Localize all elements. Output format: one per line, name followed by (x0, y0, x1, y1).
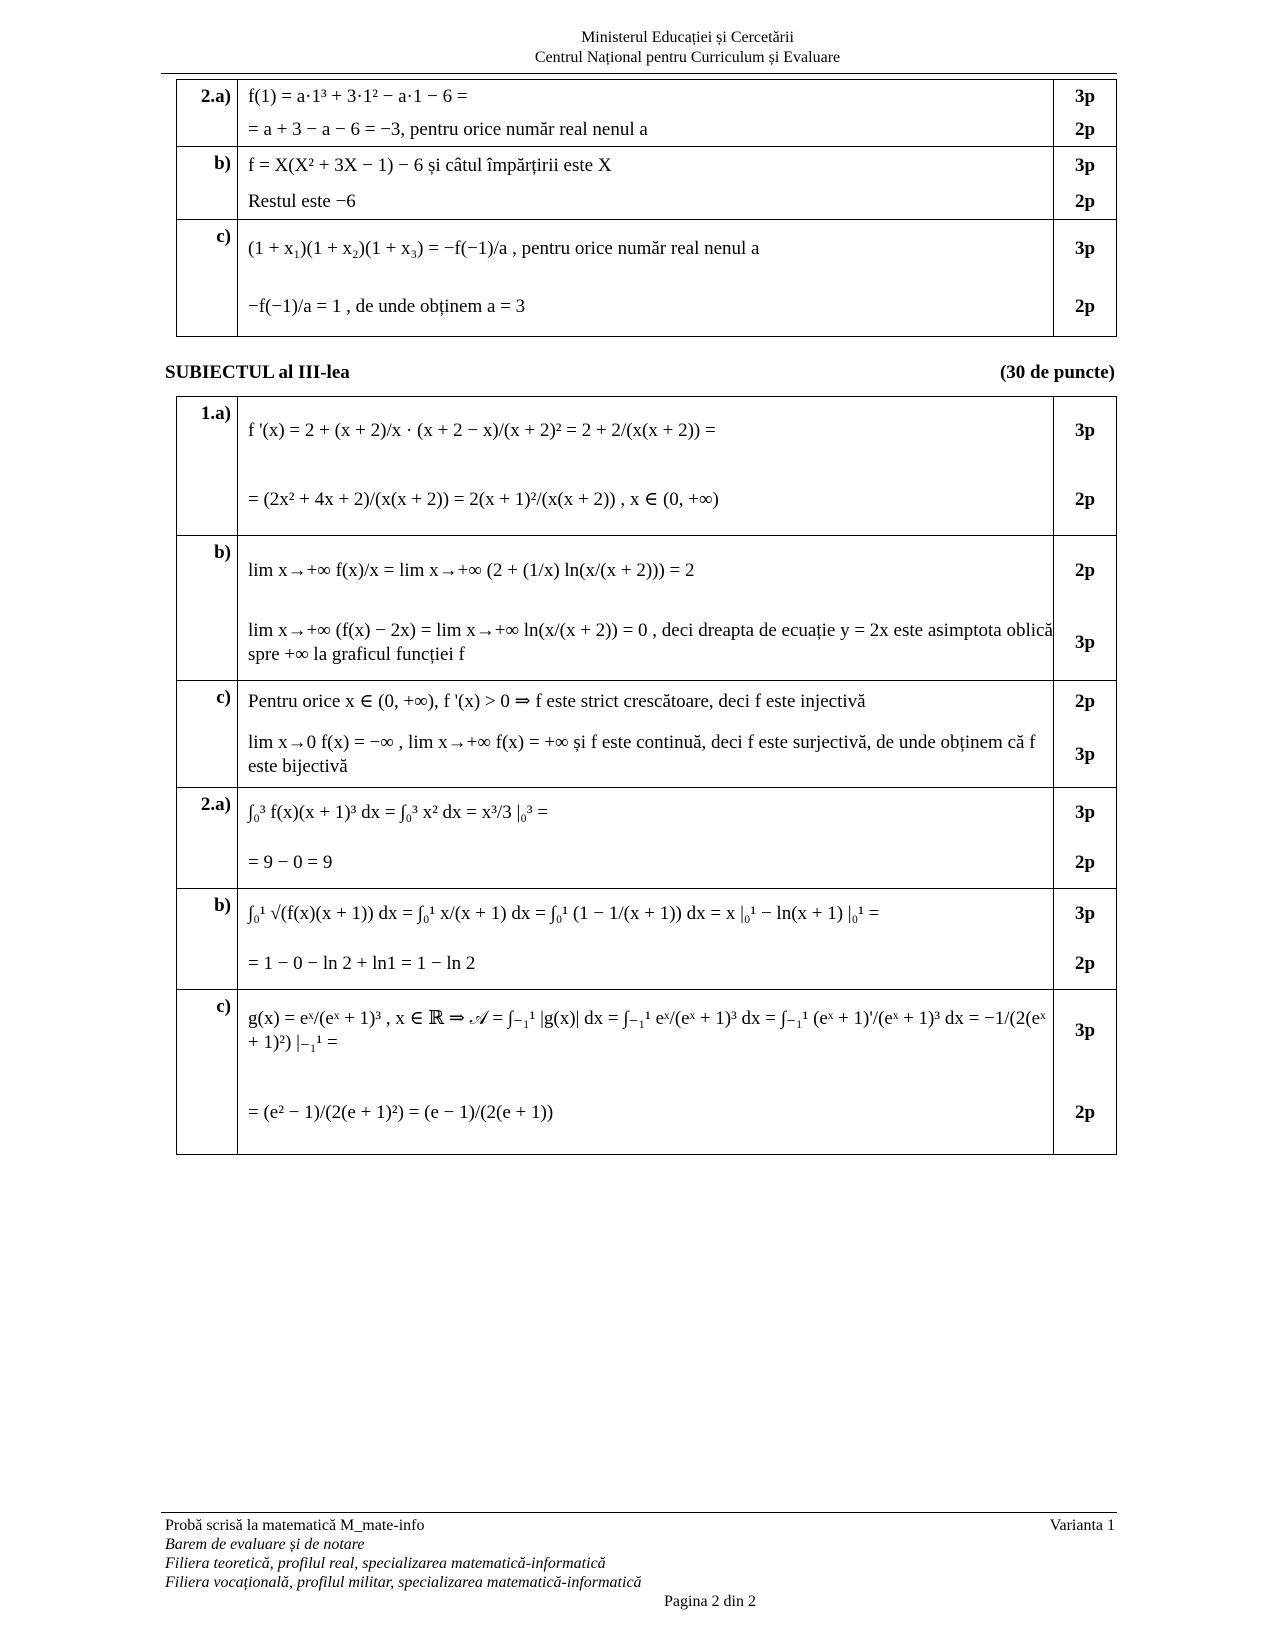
solution-step (238, 788, 1053, 838)
grading-row (177, 536, 1117, 681)
solution-step (238, 397, 1053, 465)
solution-cell (238, 536, 1054, 681)
points-value: 3p (1074, 744, 1096, 765)
footer-barem: Barem de evaluare și de notare (165, 1536, 365, 1553)
solution-cell (238, 889, 1054, 990)
solution-step-text: g(x) = eˣ/(eˣ + 1)³ , x ∈ ℝ ⇒ 𝒜 = ∫₋₁¹ |g(x)| dx = ∫₋₁¹ eˣ/(eˣ + 1)³ dx = ∫₋₁¹ (eˣ + 1)'/(eˣ + 1)³ dx = −1/(2(eˣ + 1)²) |₋₁¹ = (248, 1008, 1046, 1053)
solution-step (238, 939, 1053, 989)
solution-step-text: Pentru orice x ∈ (0, +∞), f '(x) > 0 ⇒ f este strict crescătoare, deci f este injectivă (248, 691, 866, 712)
points-value: 3p (1074, 420, 1096, 441)
solution-step (238, 723, 1053, 787)
solution-step (238, 80, 1053, 114)
solution-step-text: ∫₀³ f(x)(x + 1)³ dx = ∫₀³ x² dx = x³/3 |₀³ = (248, 802, 549, 823)
solution-step (238, 220, 1053, 278)
solution-step-text: f '(x) = 2 + (x + 2)/x · (x + 2 − x)/(x + 2)² = 2 + 2/(x(x + 2)) = (248, 420, 716, 441)
points-value: 3p (1074, 802, 1096, 823)
points-value: 2p (1074, 691, 1096, 712)
solution-step-text: (1 + x₁)(1 + x₂)(1 + x₃) = −f(−1)/a , pentru orice număr real nenul a (248, 238, 760, 259)
solution-step-text: ∫₀¹ √(f(x)(x + 1)) dx = ∫₀¹ x/(x + 1) dx = ∫₀¹ (1 − 1/(x + 1)) dx = x |₀¹ − ln(x + 1) |₀¹ = (248, 903, 880, 924)
points-cell (1054, 80, 1117, 147)
solution-step-text: f = X(X² + 3X − 1) − 6 și câtul împărțirii este X (248, 155, 612, 176)
grading-table-section-3 (176, 396, 1117, 1155)
grading-row (177, 788, 1117, 889)
solution-cell (238, 80, 1054, 147)
points-value: 2p (1074, 560, 1096, 581)
points-cell (1054, 990, 1117, 1155)
solution-step (238, 114, 1053, 146)
points-value: 2p (1074, 296, 1096, 317)
solution-step-text: = (2x² + 4x + 2)/(x(x + 2)) = 2(x + 1)²/(x(x + 2)) , x ∈ (0, +∞) (248, 489, 719, 510)
solution-step (238, 889, 1053, 939)
points-value: 3p (1074, 238, 1096, 259)
item-label: c) (177, 220, 238, 337)
solution-step-text: lim x→+∞ (f(x) − 2x) = lim x→+∞ ln(x/(x + 2)) = 0 , deci dreapta de ecuație y = 2x este asimptota oblică spre +∞ la graficul funcției f (248, 620, 1053, 665)
solution-step (238, 606, 1053, 680)
solution-step (238, 990, 1053, 1072)
item-label: b) (177, 147, 238, 220)
grading-row (177, 147, 1117, 220)
points-value: 2p (1074, 1102, 1096, 1123)
grading-row (177, 681, 1117, 788)
points-cell (1054, 536, 1117, 681)
points-cell (1054, 788, 1117, 889)
item-label: 2.a) (177, 80, 238, 147)
item-label: b) (177, 889, 238, 990)
solution-step-text: Restul este −6 (248, 191, 356, 212)
section-3-points: (30 de puncte) (999, 362, 1115, 383)
item-label: b) (177, 536, 238, 681)
header-center: Centrul Național pentru Curriculum și Evaluare (534, 49, 841, 66)
points-value: 3p (1074, 1020, 1096, 1041)
grading-row (177, 990, 1117, 1155)
solution-cell (238, 990, 1054, 1155)
points-cell (1054, 889, 1117, 990)
solution-step-text: f(1) = a·1³ + 3·1² − a·1 − 6 = (248, 86, 468, 107)
solution-step (238, 185, 1053, 219)
points-value: 3p (1074, 632, 1096, 653)
footer-filiera-vocationala: Filiera vocațională, profilul militar, specializarea matematică-informatică (165, 1574, 642, 1591)
solution-cell (238, 788, 1054, 889)
points-cell (1054, 397, 1117, 536)
points-value: 3p (1074, 155, 1096, 176)
solution-step (238, 1072, 1053, 1154)
item-label: 2.a) (177, 788, 238, 889)
grading-table-section-2 (176, 79, 1117, 337)
solution-step-text: −f(−1)/a = 1 , de unde obținem a = 3 (248, 296, 526, 317)
points-value: 2p (1074, 489, 1096, 510)
solution-cell (238, 147, 1054, 220)
footer-exam-title: Probă scrisă la matematică M_mate-info (165, 1517, 425, 1534)
footer-rule (161, 1512, 1117, 1513)
grading-row (177, 220, 1117, 337)
points-value: 2p (1074, 119, 1096, 140)
header-ministry: Ministerul Educației și Cercetării (581, 29, 794, 46)
solution-step (238, 147, 1053, 185)
grading-row (177, 889, 1117, 990)
points-cell (1054, 220, 1117, 337)
solution-step-text: = (e² − 1)/(2(e + 1)²) = (e − 1)/(2(e + 1)) (248, 1102, 554, 1123)
item-label: c) (177, 681, 238, 788)
solution-step-text: lim x→0 f(x) = −∞ , lim x→+∞ f(x) = +∞ și f este continuă, deci f este surjectivă, de unde obținem că f este bijectivă (248, 732, 1036, 777)
solution-step (238, 278, 1053, 336)
solution-step-text: lim x→+∞ f(x)/x = lim x→+∞ (2 + (1/x) ln(x/(x + 2))) = 2 (248, 560, 695, 581)
header-rule (161, 73, 1117, 74)
solution-step (238, 536, 1053, 606)
points-value: 2p (1074, 852, 1096, 873)
page-footer (165, 1516, 1115, 1611)
page-header (0, 28, 1275, 68)
section-3-title: SUBIECTUL al III-lea (165, 362, 350, 383)
points-cell (1054, 147, 1117, 220)
points-cell (1054, 681, 1117, 788)
item-label: 1.a) (177, 397, 238, 536)
points-value: 2p (1074, 953, 1096, 974)
points-value: 3p (1074, 86, 1096, 107)
solution-step (238, 681, 1053, 723)
solution-step-text: = a + 3 − a − 6 = −3, pentru orice număr real nenul a (248, 119, 648, 140)
points-value: 3p (1074, 903, 1096, 924)
grading-row (177, 397, 1117, 536)
footer-page-number: Pagina 2 din 2 (664, 1593, 756, 1610)
footer-filiera-teoretica: Filiera teoretică, profilul real, specializarea matematică-informatică (165, 1555, 606, 1572)
solution-step-text: = 9 − 0 = 9 (248, 852, 333, 873)
points-value: 2p (1074, 191, 1096, 212)
solution-cell (238, 681, 1054, 788)
solution-cell (238, 220, 1054, 337)
solution-cell (238, 397, 1054, 536)
footer-variant: Varianta 1 (1049, 1517, 1115, 1534)
solution-step-text: = 1 − 0 − ln 2 + ln1 = 1 − ln 2 (248, 953, 476, 974)
section-3-heading (165, 362, 1115, 384)
solution-step (238, 838, 1053, 888)
grading-row (177, 80, 1117, 147)
solution-step (238, 465, 1053, 535)
item-label: c) (177, 990, 238, 1155)
